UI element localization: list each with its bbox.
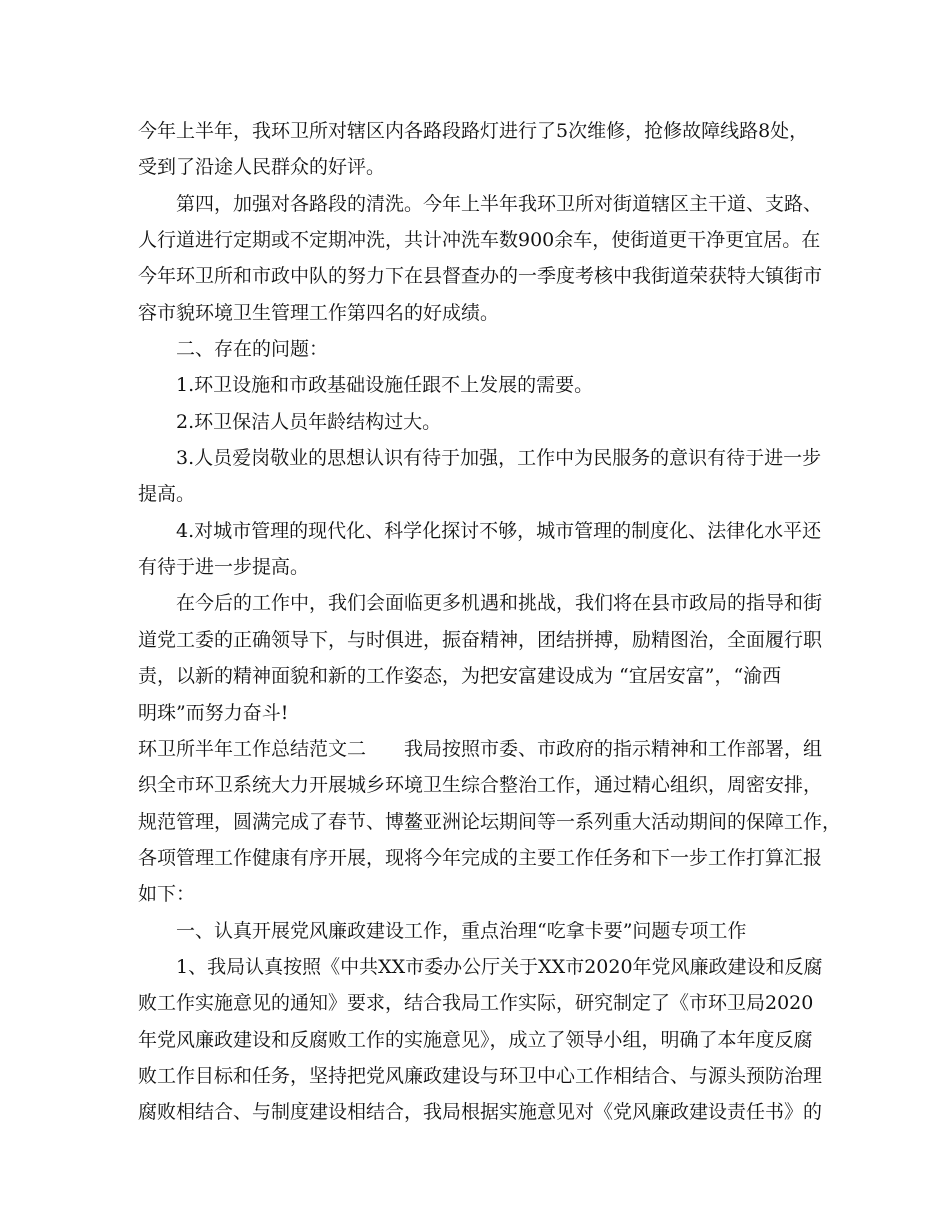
- text-line: 今年上半年，我环卫所对辖区内各路段路灯进行了5次维修，抢修故障线路8处，: [138, 120, 809, 142]
- list-item: 4.对城市管理的现代化、科学化探讨不够，城市管理的制度化、法律化水平还: [176, 519, 822, 542]
- text-line: 规范管理，圆满完成了春节、博鳌亚洲论坛期间等一系列重大活动期间的保障工作，: [138, 810, 842, 833]
- text-line: 1、我局认真按照《中共XX市委办公厅关于XX市2020年党风廉政建设和反腐: [176, 955, 823, 978]
- text-line: 明珠”而努力奋斗!: [138, 701, 289, 724]
- text-line: 如下：: [138, 883, 196, 906]
- text-line: 容市貌环境卫生管理工作第四名的好成绩。: [138, 301, 500, 324]
- text-line: 人行道进行定期或不定期冲洗，共计冲洗车数900余车，使街道更干净更宜居。在: [138, 229, 821, 252]
- text-line: 环卫所半年工作总结范文二 我局按照市委、市政府的指示精神和工作部署，组: [138, 737, 823, 760]
- text-line: 在今后的工作中，我们会面临更多机遇和挑战，我们将在县市政局的指导和街: [176, 592, 823, 615]
- text-line: 第四，加强对各路段的清洗。今年上半年我环卫所对街道辖区主干道、支路、: [176, 192, 823, 215]
- text-line: 有待于进一步提高。: [138, 556, 310, 579]
- text-line: 败工作实施意见的通知》要求，结合我局工作实际，研究制定了《市环卫局2020: [138, 992, 814, 1015]
- text-line: 提高。: [138, 483, 196, 506]
- text-line: 责，以新的精神面貌和新的工作姿态，为把安富建设成为 “宜居安富”，“渝西: [138, 665, 782, 688]
- text-line: 腐败相结合、与制度建设相结合，我局根据实施意见对《党风廉政建设责任书》的: [138, 1101, 823, 1124]
- text-line: 败工作目标和任务，坚持把党风廉政建设与环卫中心工作相结合、与源头预防治理: [138, 1064, 823, 1087]
- text-line: 织全市环卫系统大力开展城乡环境卫生综合整治工作，通过精心组织，周密安排，: [138, 774, 823, 797]
- section-heading: 一、认真开展党风廉政建设工作，重点治理“吃拿卡要”问题专项工作: [176, 919, 747, 942]
- text-line: 道党工委的正确领导下，与时俱进，振奋精神，团结拼搏，励精图治，全面履行职: [138, 628, 823, 651]
- text-line: 各项管理工作健康有序开展，现将今年完成的主要工作任务和下一步工作打算汇报: [138, 846, 823, 869]
- text-line: 今年环卫所和市政中队的努力下在县督查办的一季度考核中我街道荣获特大镇街市: [138, 265, 823, 288]
- document-body: [138, 113, 842, 1131]
- list-item: 2.环卫保洁人员年龄结构过大。: [176, 410, 442, 433]
- section-heading: 二、存在的问题：: [176, 338, 329, 361]
- text-line: 年党风廉政建设和反腐败工作的实施意见》，成立了领导小组，明确了本年度反腐: [138, 1028, 813, 1051]
- list-item: 1.环卫设施和市政基础设施任跟不上发展的需要。: [176, 374, 594, 397]
- text-line: 受到了沿途人民群众的好评。: [138, 156, 386, 179]
- list-item: 3.人员爱岗敬业的思想认识有待于加强，工作中为民服务的意识有待于进一步: [176, 447, 822, 470]
